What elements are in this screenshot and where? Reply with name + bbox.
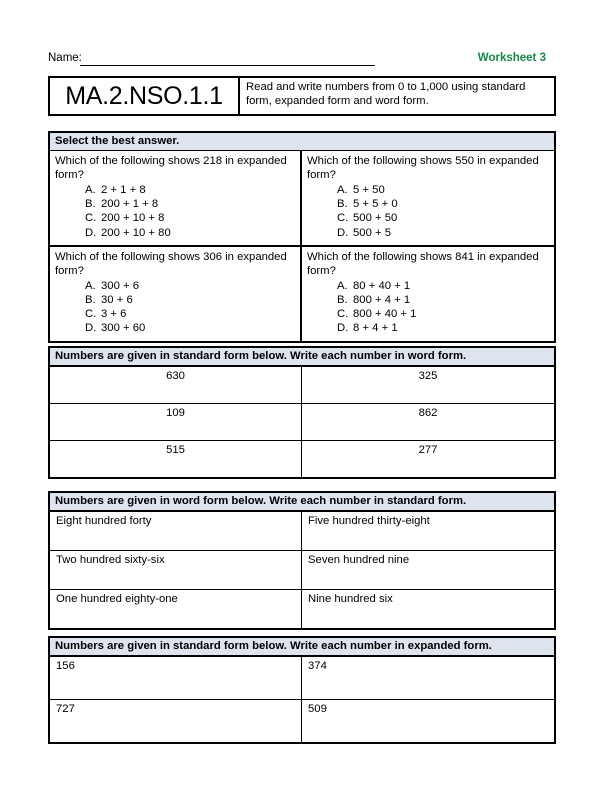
mc-question-4[interactable] — [302, 247, 554, 341]
mc-option-list — [55, 183, 296, 240]
standard-form-prompt[interactable]: Seven hundred nine — [308, 554, 410, 566]
mc-option[interactable] — [337, 211, 550, 225]
mc-stem: Which of the following shows 306 in expanded form? — [55, 250, 287, 277]
mc-option[interactable] — [85, 293, 296, 307]
mc-option-list — [55, 279, 296, 336]
table-row — [50, 511, 554, 550]
standard-form-prompt[interactable]: Two hundred sixty-six — [50, 551, 302, 589]
mc-option-text: 2 + 1 + 8 — [101, 184, 146, 196]
mc-option-letter: C. — [85, 308, 97, 321]
worksheet-word: Worksheet — [477, 52, 537, 64]
mc-option-letter: C. — [337, 212, 349, 225]
mc-option-letter: C. — [337, 308, 349, 321]
worksheet-header — [48, 50, 564, 70]
standard-description: Read and write numbers from 0 to 1,000 using standard form, expanded form and word form. — [246, 81, 526, 107]
word-form-prompt[interactable]: 515 — [50, 441, 302, 477]
table-row — [50, 589, 554, 628]
mc-option[interactable] — [85, 307, 296, 321]
mc-option[interactable] — [85, 226, 296, 240]
word-form-section — [48, 346, 556, 479]
mc-option-list — [307, 183, 550, 240]
mc-option-letter: A. — [85, 184, 96, 196]
mc-option-letter: C. — [85, 212, 97, 225]
standard-form-prompt[interactable]: Eight hundred forty — [50, 512, 302, 550]
mc-option-text: 300 + 6 — [101, 279, 140, 292]
word-form-prompt[interactable]: 277 — [418, 444, 438, 456]
standard-code: MA.2.NSO.1.1 — [50, 78, 240, 114]
mc-stem: Which of the following shows 218 in expanded form? — [55, 155, 287, 181]
mc-option[interactable] — [337, 197, 550, 211]
mc-option-text: 3 + 6 — [101, 308, 127, 321]
table-row — [50, 550, 554, 589]
mc-option-letter: D. — [337, 322, 349, 335]
table-row — [50, 699, 554, 742]
standard-box — [48, 76, 556, 116]
mc-option-letter: B. — [85, 198, 96, 211]
mc-option-list — [307, 279, 550, 336]
mc-option[interactable] — [337, 279, 550, 293]
standard-form-prompt[interactable]: One hundred eighty-one — [50, 590, 302, 628]
standard-form-prompt[interactable]: Nine hundred six — [308, 593, 393, 605]
mc-option-text: 200 + 10 + 8 — [101, 212, 165, 225]
word-form-prompt[interactable]: 109 — [50, 404, 302, 440]
expanded-form-prompt[interactable]: 509 — [308, 703, 327, 715]
mc-stem: Which of the following shows 841 in expanded form? — [307, 250, 539, 277]
mc-stem: Which of the following shows 550 in expanded form? — [307, 155, 539, 181]
expanded-form-section — [48, 636, 556, 744]
mc-option-letter: D. — [337, 226, 349, 239]
word-form-prompt[interactable]: 862 — [418, 407, 438, 419]
multiple-choice-band: Select the best answer. — [50, 133, 554, 151]
standard-form-section — [48, 491, 556, 630]
mc-option-letter: B. — [337, 294, 348, 307]
word-form-prompt[interactable]: 630 — [50, 367, 302, 403]
mc-option-text: 500 + 50 — [353, 212, 398, 225]
mc-option-letter: B. — [85, 294, 96, 307]
word-form-prompt[interactable]: 325 — [418, 370, 438, 382]
standard-form-band: Numbers are given in word form below. Write each number in standard form. — [50, 493, 554, 511]
mc-option-text: 80 + 40 + 1 — [353, 279, 411, 292]
mc-option[interactable] — [85, 211, 296, 225]
mc-option-text: 30 + 6 — [101, 294, 133, 307]
mc-option-letter: A. — [85, 279, 96, 292]
expanded-form-band: Numbers are given in standard form below. Write each number in expanded form. — [50, 638, 554, 656]
mc-question-3[interactable] — [50, 247, 302, 341]
mc-option-text: 200 + 10 + 80 — [101, 226, 171, 239]
worksheet-title — [478, 50, 546, 66]
name-blank-line[interactable] — [80, 65, 375, 66]
worksheet-number: 3 — [539, 52, 546, 64]
mc-question-1[interactable] — [50, 151, 302, 245]
multiple-choice-row — [50, 151, 554, 245]
mc-option[interactable] — [85, 197, 296, 211]
mc-option-letter: B. — [337, 198, 348, 211]
mc-option[interactable] — [85, 183, 296, 197]
expanded-form-prompt[interactable]: 156 — [50, 657, 302, 699]
mc-option[interactable] — [85, 279, 296, 293]
mc-option-text: 8 + 4 + 1 — [353, 322, 398, 335]
expanded-form-prompt[interactable]: 727 — [50, 700, 302, 742]
expanded-form-prompt[interactable]: 374 — [308, 660, 327, 672]
mc-option-text: 500 + 5 — [353, 226, 392, 239]
mc-option[interactable] — [337, 293, 550, 307]
table-row — [50, 366, 554, 403]
table-row — [50, 440, 554, 477]
standard-form-prompt[interactable]: Five hundred thirty-eight — [308, 515, 430, 527]
table-row — [50, 656, 554, 699]
word-form-band: Numbers are given in standard form below. Write each number in word form. — [50, 348, 554, 366]
mc-question-2[interactable] — [302, 151, 554, 245]
name-label: Name: — [48, 52, 82, 64]
mc-option-letter: A. — [337, 279, 348, 292]
mc-option[interactable] — [337, 183, 550, 197]
mc-option-letter: D. — [85, 226, 97, 239]
table-row — [50, 403, 554, 440]
mc-option-letter: D. — [85, 322, 97, 335]
multiple-choice-section — [48, 131, 556, 343]
mc-option[interactable] — [337, 321, 550, 335]
mc-option-text: 800 + 4 + 1 — [353, 294, 411, 307]
multiple-choice-row — [50, 245, 554, 341]
mc-option-text: 200 + 1 + 8 — [101, 198, 159, 211]
mc-option-text: 5 + 5 + 0 — [353, 198, 398, 211]
mc-option-text: 5 + 50 — [353, 184, 385, 196]
mc-option[interactable] — [337, 307, 550, 321]
mc-option-letter: A. — [337, 184, 348, 196]
mc-option[interactable] — [85, 321, 296, 335]
mc-option[interactable] — [337, 226, 550, 240]
mc-option-text: 300 + 60 — [101, 322, 146, 335]
mc-option-text: 800 + 40 + 1 — [353, 308, 417, 321]
